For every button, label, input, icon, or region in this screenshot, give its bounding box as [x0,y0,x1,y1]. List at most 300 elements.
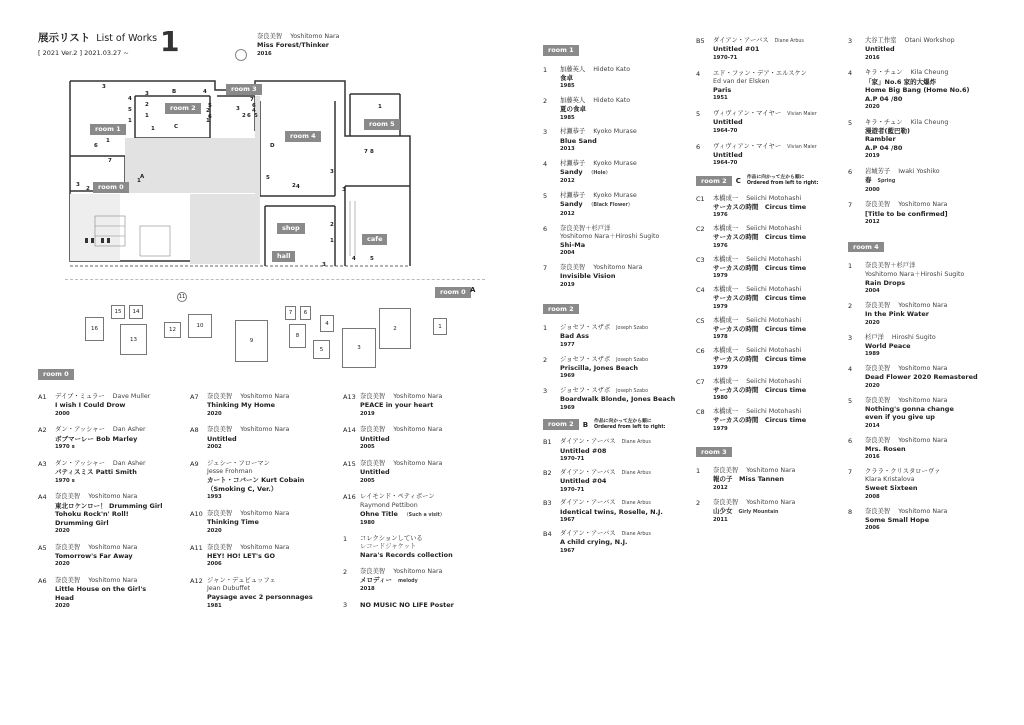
map-label: 2 [330,222,334,228]
work-number: A7 [190,393,199,401]
work-entry [38,393,188,417]
work-entry [38,460,188,484]
map-label: 1 [106,138,110,144]
work-date: 1970-71 [713,54,738,61]
work-number: 4 [696,69,701,78]
work-entry [543,356,688,381]
work-entry [848,397,998,430]
work-entry [543,469,688,494]
work-artist: 本橋成一 Seiichi Motohashi [713,347,802,355]
work-number: 1 [543,324,548,333]
work-number: C6 [696,347,705,356]
work-artist: 奈良美智 Yoshitomo Nara [207,510,290,518]
work-number: C4 [696,286,705,295]
work-date: 1993 [207,494,222,501]
work-number: 3 [543,387,548,396]
work-entry [848,437,998,461]
map-label: 2 [145,102,149,108]
map-label: C [174,124,179,130]
work-title: Identical twins, Roselle, N.J. [560,507,663,516]
work-number: A11 [190,543,203,552]
map-label: 1 [330,238,334,244]
work-entry [543,160,688,185]
work-title: 山少女 Girly Mountain [713,506,779,515]
work-number: A13 [343,393,356,401]
work-title: PEACE in your heart [360,401,434,410]
work-artist: 加藤英人 Hideto Kato [560,96,631,104]
work-title: [Title to be confirmed] [865,209,948,218]
work-artist: 杉戸洋 Hiroshi Sugito [865,333,936,341]
work-artist: 村瀬恭子 Kyoko Murase [560,192,637,200]
work-entry [343,460,493,484]
work-artist: ダイアン・アーバス Diane Arbus [560,529,651,537]
work-number: A15 [343,459,356,468]
work-number: 3 [543,128,548,137]
map-label: 4 [128,96,132,102]
map-label: 1 [151,126,155,132]
work-date: 2011 [713,517,728,524]
work-title: Mrs. Rosen [865,444,906,453]
work-title: サーカスの時間 Circus time [713,416,807,425]
map-label: 4 [203,89,207,95]
work-date: 2020 [207,527,222,534]
work-title: 報の子 Miss Tannen [713,475,784,484]
work-date: 1964-70 [713,160,738,167]
page-title: 展示リスト List of Works [38,32,158,44]
work-number: 5 [848,396,853,405]
work-number: 1 [848,262,853,271]
work-artist: 奈良美智 Yoshitomo Nara [360,393,443,400]
map-label: 5 [266,175,270,181]
work-entry [848,302,998,326]
work-date: 2000 [865,186,880,193]
work-artist: ダイアン・アーバス Diane Arbus [560,499,651,507]
map-cafe-tag: cafe [362,234,387,245]
work-entry [696,143,846,168]
plan-box: 15 [111,305,125,319]
room-tag: room 2 [696,176,732,187]
work-entry [543,387,688,412]
work-date: 1980 [713,395,728,402]
work-number: A6 [38,577,47,586]
work-number: 6 [696,142,701,151]
work-date: 2005 [360,444,375,451]
work-number: 4 [848,365,853,374]
room-tag: room 1 [543,45,579,56]
work-date: 2013 [560,146,575,153]
work-title: サーカスの時間 Circus time [713,202,807,211]
work-title: 夏の食卓 [560,105,586,114]
work-number: 2 [343,567,348,576]
work-entry [343,568,493,593]
work-date: 1951 [713,95,728,102]
work-number: A5 [38,543,47,552]
work-artist: 奈良美智 Yoshitomo Nara [713,498,796,506]
map-label: 3 [102,84,106,90]
work-title: Blue Sand [560,136,597,145]
work-title: Rain Drops [865,278,906,287]
map-label: 2 [292,183,296,189]
work-entry [848,365,998,389]
map-label: 5 [128,107,132,113]
map-room2-tag: room 2 [165,103,201,114]
work-entry [543,128,688,152]
work-artist: 奈良美智 Yoshitomo Nara [865,302,948,310]
work-entry [848,168,998,193]
work-title-line3: A.P 04 /80 [865,143,903,152]
work-artist-line2: Yoshitomo Nara＋Hiroshi Sugito [560,232,660,240]
work-entry [38,426,188,450]
work-number: 1 [343,534,348,543]
work-number: A4 [38,493,47,502]
work-entry [543,225,688,258]
work-title-line2: Head [55,593,74,602]
work-title: Little House on the Girl's [55,585,147,594]
work-artist: 奈良美智 Yoshitomo Nara [865,365,948,373]
work-title: サーカスの時間 Circus time [713,233,807,242]
work-number: 7 [543,264,548,273]
work-artist-line2: Klara Kristalova [865,476,915,484]
plan-box: 12 [164,322,181,338]
work-number: C2 [696,225,705,234]
work-date: 1969 [560,404,575,411]
work-title: Untitled [360,468,390,477]
work-entry [848,37,998,61]
work-date: 2018 [360,586,375,593]
header [38,30,157,57]
map-label: 2 [86,186,90,192]
work-date: 2019 [360,410,375,417]
work-date: 2020 [865,319,880,326]
plan-box: 5 [313,340,330,359]
work-number: 2 [543,355,548,364]
work-artist: 奈良美智 Yoshitomo Nara [360,567,443,575]
work-number: 5 [696,110,701,119]
map-label: 4 [296,184,300,190]
work-number: 5 [543,192,548,201]
work-entry [848,69,998,110]
work-date: 1980 [360,520,375,527]
map-room1-tag: room 1 [90,124,126,135]
marker-11: 11 [178,294,186,300]
work-artist: 奈良美智 Yoshitomo Nara [865,436,948,444]
work-number: C3 [696,255,705,264]
work-number: 3 [848,37,853,45]
work-title: Boardwalk Blonde, Jones Beach [560,395,676,404]
work-entry [543,192,688,217]
plan-box: 13 [120,324,147,355]
work-entry [848,334,998,358]
work-artist: キラ・チュン Kila Cheung [865,69,949,77]
work-artist: 本橋成一 Seiichi Motohashi [713,377,802,385]
map-room3-tag: room 3 [226,84,262,95]
work-entry [543,499,688,524]
work-date: 1969 [560,373,575,380]
work-title: 漫遊者(藍巴勒) [865,127,910,136]
work-date: 1989 [865,351,880,358]
work-number: B4 [543,529,552,538]
work-date: 2020 [207,410,222,417]
work-number: C1 [696,194,705,203]
work-entry [190,393,340,417]
work-number: C7 [696,377,705,386]
map-label: 3 [342,187,346,193]
order-note: 作品に向かって左から順に Ordered from left to right: [746,175,819,187]
work-title-line2: （Smoking C, Ver.） [207,484,278,493]
work-artist-line2: レコードジャケット [360,543,417,551]
plan-box: 3 [342,328,376,368]
plan-box: 9 [235,320,268,362]
work-date: 1970-71 [560,455,585,462]
work-entry [696,286,846,310]
work-number: B2 [543,468,552,477]
room-tag: room 3 [696,447,732,458]
work-title: サーカスの時間 Circus time [713,263,807,272]
work-number: A16 [343,493,356,502]
work-artist: 岩城芳子 Iwaki Yoshiko [865,168,940,176]
work-number: 6 [543,224,548,233]
work-title: Shi-Ma [560,240,586,249]
work-number: A12 [190,577,203,586]
work-entry [190,544,340,568]
work-title: Paris [713,85,732,94]
version-label: [ 2021 Ver.2 ] 2021.03.27 ~ [38,49,129,57]
work-number: 2 [543,96,548,105]
work-title: Nothing's gonna change [865,404,954,413]
work-artist: ダン・アッシャー Dan Asher [55,426,146,434]
work-date: 2002 [207,444,222,451]
work-artist: 村瀬恭子 Kyoko Murase [560,128,637,136]
work-number: C5 [696,316,705,325]
work-date: 2019 [560,281,575,288]
work-number: 3 [848,333,853,342]
work-number: A8 [190,426,199,435]
work-date: 2004 [560,250,575,257]
work-title: 食卓 [560,73,573,82]
work-title: A child crying, N.J. [560,538,628,547]
map-label: 1 [378,104,382,110]
work-entry [543,66,688,90]
room0-tag: room 0 [38,369,74,380]
room-tag: room 2 [543,419,579,430]
room0-plan-tag: room 0 [435,287,471,298]
work-artist: クララ・クリスタローヴァ [865,467,941,475]
work-artist-line2: Yoshitomo Nara＋Hiroshi Sugito [865,270,965,278]
work-title: Sandy （Black Flower） [560,200,633,209]
map-label: 4 [352,256,356,262]
work-entry [696,110,846,135]
work-date: 1979 [713,273,728,280]
map-label: 4 [252,108,256,114]
work-entry [696,408,846,432]
plan-box: 2 [379,308,411,349]
work-title: HEY! HO! LET's GO [207,551,276,560]
map-label: 3 [145,91,149,97]
work-title: Sweet Sixteen [865,484,918,493]
work-number: 7 [848,201,853,210]
work-artist: 本橋成一 Seiichi Motohashi [713,316,802,324]
work-artist: 本橋成一 Seiichi Motohashi [713,286,802,294]
work-date: 2005 [360,477,375,484]
work-entry [696,347,846,371]
work-title: Ohne Title （Such a visit） [360,509,445,518]
work-title: Untitled [207,434,237,443]
work-number: 6 [848,168,853,177]
work-artist: ダイアン・アーバス Diane Arbus [560,438,651,446]
work-entry [848,468,998,501]
work-number: 3 [343,600,348,609]
map-label: 3 [76,182,80,188]
work-title: ボブマーレー Bob Marley [55,434,138,443]
map-label: 6 [94,143,98,149]
work-title-line2: Rambler [865,135,896,144]
work-date: 1979 [713,364,728,371]
map-label: 8 [370,149,374,155]
work-number: 4 [848,69,853,78]
map-label: 6 [252,103,256,109]
work-date: 1970 s [55,477,75,484]
work-entry [38,493,188,534]
work-title: Untitled #01 [713,45,760,54]
map-shop-tag: shop [277,223,305,234]
work-entry [190,510,340,534]
work-date: 2020 [865,382,880,389]
map-room0-tag: room 0 [93,182,129,193]
map-label: 1 [137,178,141,184]
work-artist: 奈良美智＋杉戸洋 [560,224,611,232]
work-artist: 奈良美智 Yoshitomo Nara [865,507,948,515]
work-entry [343,393,493,417]
work-title: メロディー melody [360,575,418,584]
map-label: 7 [364,149,368,155]
work-title: Nara's Records collection [360,551,453,560]
plan-box: 16 [85,317,104,341]
work-entry [190,577,340,610]
column-3 [848,37,998,539]
work-entry [38,544,188,568]
work-date: 2016 [865,54,880,61]
work-title: サーカスの時間 Circus time [713,355,807,364]
work-artist: 奈良美智 Yoshitomo Nara [207,393,290,400]
work-number: 7 [848,467,853,476]
room-tag: room 2 [543,304,579,315]
work-artist: ジョセフ・スザボ Joseph Szabo [560,355,649,363]
work-number: B5 [696,37,705,45]
work-artist: ジョセフ・スザボ Joseph Szabo [560,387,649,395]
work-title-line3: A.P 04 /80 [865,94,903,103]
work-title: Untitled [713,118,743,127]
work-title: Untitled [713,150,743,159]
map-label: 5 [370,256,374,262]
work-title: Thinking Time [207,518,259,527]
work-title: Sandy （Hole） [560,168,611,177]
work-entry [343,493,493,526]
work-number: A10 [190,510,203,519]
map-label: 5 [254,113,258,119]
work-title: Thinking My Home [207,401,276,410]
map-hall-tag: hall [272,251,295,262]
map-label: 3 [330,169,334,175]
work-title-line2: Home Big Bang (Home No.6) [865,86,970,95]
work-title: パティスミス Patti Smith [55,468,137,477]
work-artist: ヴィヴィアン・マイヤー Vivian Maier [713,110,817,118]
work-artist-line2: Jean Dubuffet [207,585,251,593]
work-entry [696,195,846,219]
work-artist-line2: Raymond Pettibon [360,501,418,509]
work-artist: 奈良美智＋杉戸洋 [865,262,916,270]
work-date: 1977 [560,341,575,348]
plan-box: 1 [433,318,447,335]
work-date: 2020 [865,103,880,110]
work-title: Priscilla, Jones Beach [560,363,639,372]
room0-column [190,393,340,619]
work-title: NO MUSIC NO LIFE Poster [360,600,454,609]
work-date: 2020 [55,603,70,610]
work-number: A3 [38,459,47,468]
room-tag: room 4 [848,242,884,253]
work-entry [543,530,688,555]
work-title: Untitled [865,45,895,54]
plan-box: 6 [300,306,311,320]
map-label: 7 [250,97,254,103]
work-artist: 大谷工作室 Otani Workshop [865,37,955,44]
map-label: 1 [145,113,149,119]
work-date: 2019 [865,153,880,160]
work-entry [343,601,493,609]
work-date: 1967 [560,547,575,554]
work-artist: エド・ファン・デア・エルスケン [713,69,807,77]
map-label: 2 [206,108,210,114]
work-date: 1985 [560,114,575,121]
work-artist: 奈良美智 Yoshitomo Nara [560,264,643,272]
work-entry [696,317,846,341]
work-entry [696,70,846,103]
work-artist: 奈良美智 Yoshitomo Nara [360,426,443,434]
room0-column [38,393,188,619]
work-entry [38,577,188,610]
work-date: 2006 [207,561,222,568]
work-number: 6 [848,436,853,445]
work-entry [543,97,688,121]
work-title: Tomorrow's Far Away [55,551,133,560]
work-date: 2020 [55,527,70,534]
work-title-line2: even if you give up [865,413,935,422]
work-title: Some Small Hope [865,515,930,524]
work-entry [696,378,846,402]
plan-box: 4 [320,315,334,332]
order-note: 作品に向かって左から順に Ordered from left to right: [594,418,666,430]
work-entry [190,460,340,501]
work-date: 2004 [865,288,880,295]
work-entry [848,201,998,225]
work-date: 2012 [560,210,575,217]
work-title: Bad Ass [560,332,590,341]
work-title: I wish I Could Drow [55,401,126,410]
work-artist: 村瀬恭子 Kyoko Murase [560,159,637,167]
work-artist: 奈良美智 Yoshitomo Nara [55,543,138,551]
work-number: 1 [696,467,701,476]
work-number: 5 [848,118,853,127]
work-date: 1970 s [55,444,75,451]
map-label: 5 [208,103,212,109]
work-entry [848,119,998,160]
work-artist: ダイアン・アーバス Diane Arbus [560,468,651,476]
work-number: A2 [38,426,47,435]
work-date: 1970-71 [560,486,585,493]
work-artist: レイモンド・ペティボーン [360,493,435,501]
work-artist: 本橋成一 Seiichi Motohashi [713,255,802,263]
map-room5-tag: room 5 [364,119,400,130]
